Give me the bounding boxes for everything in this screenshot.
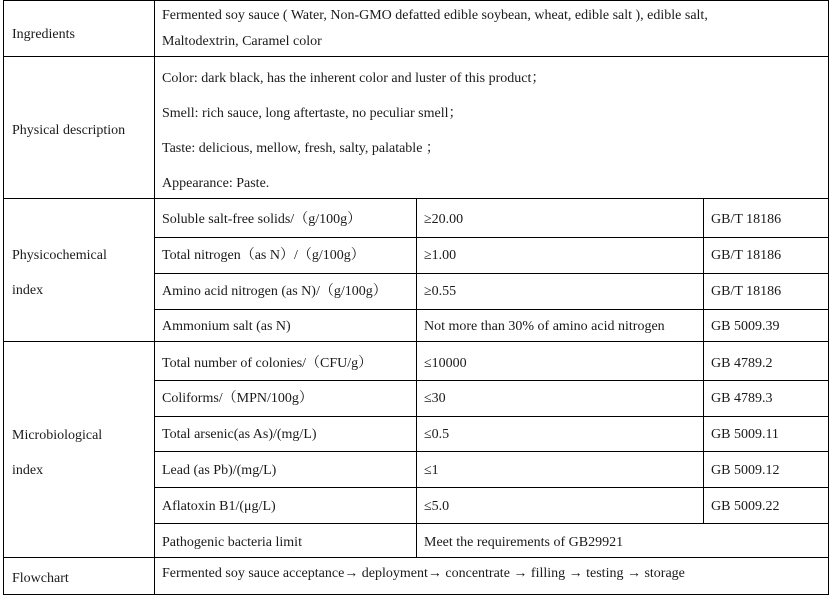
physicochemical-standard-4: GB 5009.39 bbox=[711, 319, 780, 334]
physicochemical-value-3: ≥0.55 bbox=[424, 284, 457, 299]
physicochemical-item-3: Amino acid nitrogen (as N)/（g/100g） bbox=[162, 284, 387, 299]
grid-line bbox=[154, 0, 155, 595]
grid-line bbox=[154, 451, 829, 452]
grid-line bbox=[3, 56, 829, 57]
microbiological-value-5: ≤5.0 bbox=[424, 499, 450, 514]
microbiological-item-4: Lead (as Pb)/(mg/L) bbox=[162, 463, 277, 478]
spec-table bbox=[3, 0, 829, 596]
physicochemical-label-line-1: Physicochemical bbox=[12, 248, 107, 263]
ingredients-line-1: Fermented soy sauce ( Water, Non-GMO defatted edible soybean, wheat, edible salt ), edible salt, bbox=[162, 8, 708, 23]
microbiological-value-4: ≤1 bbox=[424, 463, 439, 478]
physicochemical-item-4: Ammonium salt (as N) bbox=[162, 319, 291, 334]
microbiological-item-2: Coliforms/（MPN/100g） bbox=[162, 391, 313, 406]
grid-line bbox=[416, 198, 417, 557]
physicochemical-standard-2: GB/T 18186 bbox=[711, 248, 782, 263]
microbiological-item-1: Total number of colonies/（CFU/g） bbox=[162, 356, 373, 371]
microbiological-label-line-1: Microbiological bbox=[12, 428, 103, 443]
microbiological-standard-3: GB 5009.11 bbox=[711, 427, 779, 442]
grid-line bbox=[154, 380, 829, 381]
physicochemical-label-line-2: index bbox=[12, 283, 44, 298]
grid-line bbox=[703, 198, 704, 524]
flowchart-text: Fermented soy sauce acceptance→ deployment→ concentrate → filling → testing → storage bbox=[162, 566, 685, 581]
microbiological-value-3: ≤0.5 bbox=[424, 427, 450, 442]
physicochemical-item-1: Soluble salt-free solids/（g/100g） bbox=[162, 212, 362, 227]
grid-line bbox=[154, 416, 829, 417]
microbiological-standard-4: GB 5009.12 bbox=[711, 463, 780, 478]
physicochemical-standard-1: GB/T 18186 bbox=[711, 212, 782, 227]
flowchart-label: Flowchart bbox=[12, 571, 69, 586]
microbiological-value-2: ≤30 bbox=[424, 391, 446, 406]
microbiological-label-line-2: index bbox=[12, 463, 44, 478]
microbiological-item-5: Aflatoxin B1/(μg/L) bbox=[162, 499, 276, 514]
pathogen-item: Pathogenic bacteria limit bbox=[162, 535, 302, 550]
grid-line bbox=[154, 523, 829, 524]
microbiological-standard-5: GB 5009.22 bbox=[711, 499, 780, 514]
grid-line bbox=[154, 273, 829, 274]
microbiological-item-3: Total arsenic(as As)/(mg/L) bbox=[162, 427, 317, 442]
pathogen-value: Meet the requirements of GB29921 bbox=[424, 535, 624, 550]
grid-line bbox=[154, 487, 829, 488]
physicochemical-value-4: Not more than 30% of amino acid nitrogen bbox=[424, 319, 665, 334]
physical-color: Color: dark black, has the inherent color and luster of this product； bbox=[162, 71, 546, 86]
physicochemical-item-2: Total nitrogen（as N）/（g/100g） bbox=[162, 248, 365, 263]
ingredients-line-2: Maltodextrin, Caramel color bbox=[162, 34, 322, 49]
physicochemical-value-1: ≥20.00 bbox=[424, 212, 464, 227]
grid-line bbox=[3, 0, 4, 595]
grid-line bbox=[3, 594, 829, 595]
physical-appearance: Appearance: Paste. bbox=[162, 176, 270, 191]
physicochemical-value-2: ≥1.00 bbox=[424, 248, 457, 263]
grid-line bbox=[3, 0, 829, 1]
grid-line bbox=[154, 237, 829, 238]
grid-line bbox=[154, 309, 829, 310]
grid-line bbox=[3, 557, 829, 558]
microbiological-standard-1: GB 4789.2 bbox=[711, 356, 773, 371]
grid-line bbox=[828, 0, 829, 595]
physicochemical-standard-3: GB/T 18186 bbox=[711, 284, 782, 299]
microbiological-value-1: ≤10000 bbox=[424, 356, 467, 371]
physical-smell: Smell: rich sauce, long aftertaste, no peculiar smell； bbox=[162, 106, 463, 121]
microbiological-standard-2: GB 4789.3 bbox=[711, 391, 773, 406]
ingredients-label: Ingredients bbox=[12, 27, 75, 42]
physical-taste: Taste: delicious, mellow, fresh, salty, palatable ； bbox=[162, 141, 440, 156]
physical-label: Physical description bbox=[12, 123, 126, 138]
